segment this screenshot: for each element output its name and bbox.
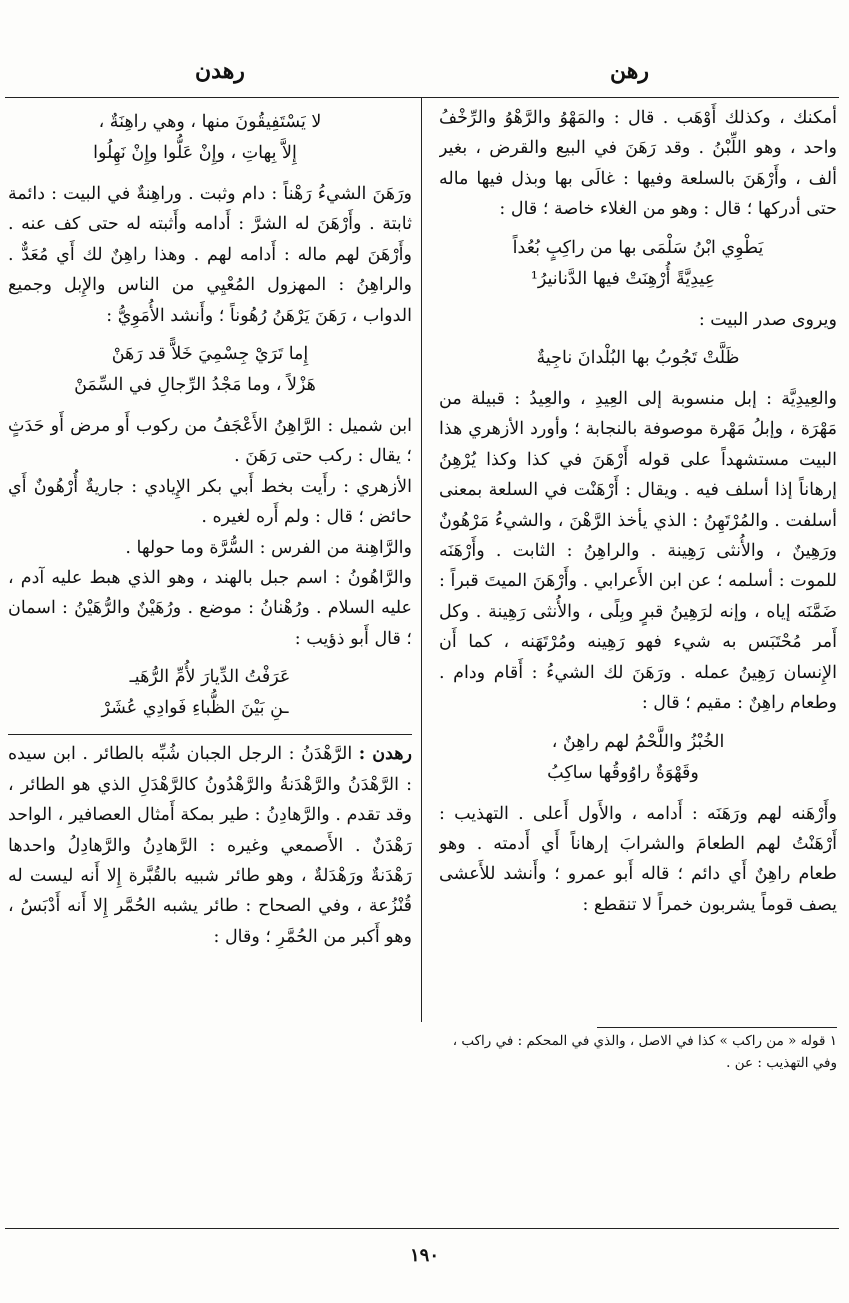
paragraph: ورَهَنَ الشيءُ رَهْناً : دام وثبت . وراهِنةٌ في البيت : دائمة ثابتة . وأَرْهَنَ له الشرَّ : أَدامه وأَثبته له حتى كف عنه . وأَرْهَنَ لهم ماله : أَدامه لهم . وهذا راهِنٌ لك أَي مُعَدٌّ . والراهِنُ : المهزول المُعْيِي من الناس والإِبل وجميع الدواب ، رَهَنَ يَرْهَنُ رُهُوناً ؛ وأَنشد الأُمَوِيُّ : bbox=[8, 184, 412, 326]
verse-line: عَرَفْتُ الدِّيارَ لأُمِّ الرُّهَيـ bbox=[129, 667, 291, 688]
verse-line: ظَلَّتْ تَجُوبُ بها البُلْدانَ ناجِيةٌ bbox=[536, 348, 740, 369]
verse-line: إِما تَرَيْ جِسْمِيَ خَلاًّ قد رَهَنْ bbox=[111, 344, 309, 365]
verse-line: عِيدِيَّةً أُرْهِنَتْ فيها الدَّنانيرُ¹ bbox=[530, 268, 716, 289]
left-column bbox=[8, 103, 412, 1023]
page-number: ١٩٠ bbox=[409, 1245, 439, 1266]
right-column bbox=[439, 103, 837, 1023]
verse bbox=[439, 233, 837, 295]
footer-rule bbox=[5, 1228, 839, 1229]
verse bbox=[439, 343, 837, 374]
header-root-right: رهن bbox=[610, 58, 649, 84]
column-divider bbox=[421, 98, 422, 1022]
verse-line: هَزْلاً ، وما مَجْدُ الرِّجالِ في السِّمَنْ bbox=[74, 375, 316, 396]
header-root-left: رهدن bbox=[195, 58, 245, 84]
verse-line: لا يَسْتَفِيقُونَ منها ، وهي راهِنَةٌ ، bbox=[98, 112, 322, 132]
header-rule bbox=[5, 97, 839, 98]
paragraph: والرَّاهِنة من الفرس : السُّرَّة وما حولها . bbox=[125, 537, 412, 558]
verse bbox=[439, 727, 837, 789]
footnote: ١ قوله « من راكب » كذا في الاصل ، والذي في المحكم : في راكب ، وفي التهذيب : عن . bbox=[452, 1033, 837, 1071]
paragraph: ابن شميل : الرَّاهِنُ الأَعْجَفُ من ركوب أَو مرض أَو حَدَثٍ ؛ يقال : ركب حتى رَهَنَ . bbox=[8, 416, 412, 467]
verse-line: الخُبْزُ واللَّحْمُ لهم راهِنٌ ، bbox=[551, 731, 725, 752]
entry-separator bbox=[8, 734, 412, 735]
verse-line: إِلاَّ بِهاتِ ، وإِنْ عَلُّوا وإِنْ نَهِلُوا bbox=[93, 143, 297, 163]
entry-text: الرَّهْدَنُ : الرجل الجبان شُبِّه بالطائر . ابن سيده : الرَّهْدَنُ والرَّهْدَنةُ والرَّهْدُونُ كالرَّهْدَلِ الذي هو الطائر ، وقد تقدم . والرَّهادِنُ : طير بمكة أَمثال العصافير ، الواحد رَهْدَنٌ . الأَصمعي وغيره : الرَّهادِنُ والرَّهادِلُ واحدها رَهْدَنةٌ ورَهْدَلةٌ ، وهو طائر شبيه بالقُبَّرة إِلا أَنه ليست له قُنْزُعة ، وفي الصحاح : طائر يشبه الحُمَّر إِلا أَنه أَدْبَسُ ، وهو أَكبر من الحُمَّرِ ؛ وقال : bbox=[8, 744, 412, 947]
verse bbox=[8, 339, 412, 401]
verse-line: وقَهْوَةٌ راوُوقُها ساكِبُ bbox=[547, 762, 699, 783]
verse-line: ـنِ بَيْنَ الظُّباءِ فَوادِي عُشَرْ bbox=[101, 698, 289, 719]
paragraph: أمكنك ، وكذلك أَوْهَب . قال : والمَهْوُ والرَّهْوُ والرِّخْفُ واحد ، وهو اللِّبْنُ . وقد رَهَنَ في البيع والقرض ، بغير ألف ، وأَرْهَنَ بالسلعة وفيها : غالَى بها وبذل فيها ماله حتى أدركها ؛ قال : وهو من الغلاء خاصة ؛ قال : bbox=[439, 108, 837, 220]
verse bbox=[8, 662, 412, 724]
paragraph: والعِيدِيَّة : إبل منسوبة إلى العِيدِ ، والعِيدُ : قبيلة من مَهْرَة ، وإبلُ مَهْرة موصوفة بالنجابة ؛ وأورد الأزهري هذا البيت مستشهداً على قوله أَرْهَنَ في كذا وكذا يُرْهِنُ إرهاناً إذا أسلف فيه . ويقال : أَرْهَنْت في السلعة بمعنى أسلفت . والمُرْتَهِنُ : الذي يأخذ الرَّهْنَ ، والشيءُ مَرْهُونٌ ورَهِينٌ ، والأُنثى رَهِينة . والراهِنُ : الثابت . وأَرْهَنَه للموت : أسلمه ؛ عن ابن الأَعرابي . وأَرْهَنَ الميتَ قبراً : ضَمَّنَه إياه ، وإنه لرَهِينُ قبرٍ وبِلًى ، والأُنثى رَهِينة . وكل أَمر مُحْتَبَس به شيء فهو رَهِينه ومُرْتَهَنه ، كما أَن الإِنسان رَهِينُ عمله . ورَهَنَ لك الشيءُ : أَقام ودام . وطعام راهِنٌ : مقيم ؛ قال : bbox=[439, 389, 837, 714]
entry-headword: رهدن : bbox=[358, 744, 412, 765]
footnote-rule bbox=[597, 1027, 837, 1028]
verse bbox=[8, 107, 412, 169]
paragraph bbox=[8, 739, 412, 952]
paragraph: ويروى صدر البيت : bbox=[698, 309, 837, 330]
verse-line: يَطْوِي ابْنُ سَلْمَى بها من راكِبٍ بُعُداً bbox=[512, 237, 764, 258]
paragraph: والرَّاهُونُ : اسم جبل بالهند ، وهو الذي هبط عليه آدم ، عليه السلام . ورُهْنانُ : موضع . ورُهَيْنٌ والرُّهَيْنُ : اسمان ؛ قال أَبو ذؤيب : bbox=[8, 568, 412, 649]
paragraph: وأَرْهَنه لهم ورَهَنَه : أَدامه ، والأَول أَعلى . التهذيب : أَرْهَنْتُ لهم الطعامَ والشرابَ إرهاناً أَي أَدمته . وهو طعام راهِنٌ أَي دائم ؛ قاله أَبو عمرو ؛ وأَنشد للأَعشى يصف قوماً يشربون خمراً لا تنقطع : bbox=[439, 803, 837, 915]
paragraph: الأزهري : رأَيت بخط أَبي بكر الإِيادي : جاريةٌ أُرْهُونٌ أَي حائض ؛ قال : ولم أَره لغيره . bbox=[8, 476, 412, 528]
